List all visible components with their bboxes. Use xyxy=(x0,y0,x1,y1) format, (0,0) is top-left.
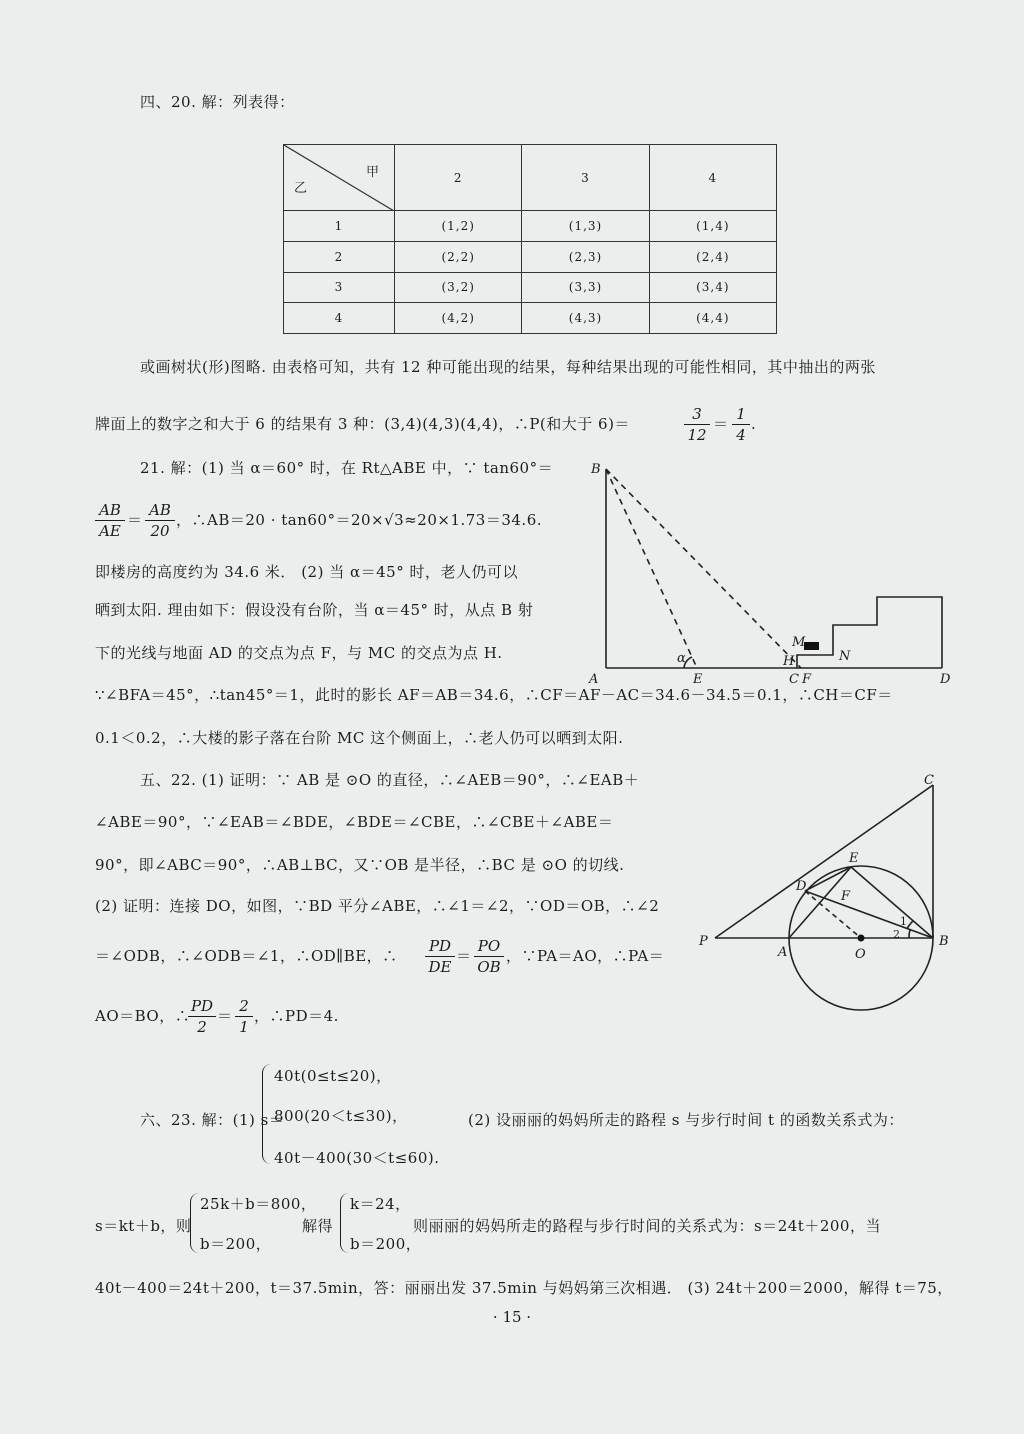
corner-label-jia: 甲 xyxy=(365,165,380,180)
q22-line6b: ，∴PD＝4. xyxy=(254,1007,339,1025)
q22-line2: ∠ABE＝90°，∵∠EAB＝∠BDE，∠BDE＝∠CBE，∴∠CBE＋∠ABE＝ xyxy=(95,813,614,831)
q22-fraction-2-1: $\frac{2}{1}$ xyxy=(235,996,253,1037)
label-B: B xyxy=(591,462,601,477)
col-header: 3 xyxy=(522,145,649,211)
label-angle-2: 2 xyxy=(893,928,900,941)
col-header: 2 xyxy=(395,145,522,211)
equals-sign: ＝ xyxy=(456,947,472,965)
label-A: A xyxy=(589,672,599,685)
system-brace-2 xyxy=(340,1193,349,1253)
label-A: A xyxy=(778,945,788,960)
piecewise-brace xyxy=(262,1064,271,1164)
label-E: E xyxy=(849,851,859,866)
table-cell: (1,3) xyxy=(522,211,649,242)
label-H: H xyxy=(783,654,795,669)
q21-fraction-ab-20: $\frac{AB}{20}$ xyxy=(145,500,175,541)
table-cell: (3,4) xyxy=(649,272,776,303)
light-ray-45 xyxy=(606,469,801,668)
line-DB xyxy=(805,891,933,938)
corner-label-yi: 乙 xyxy=(294,181,309,196)
label-F: F xyxy=(841,889,851,904)
table-cell: (3,3) xyxy=(522,272,649,303)
table-row xyxy=(284,241,777,272)
steps-outline xyxy=(797,597,942,668)
table-cell: (4,2) xyxy=(395,303,522,334)
system-brace-1 xyxy=(190,1193,199,1253)
q20-text-line2: 牌面上的数字之和大于 6 的结果有 3 种：(3,4)(4,3)(4,4)，∴P(和大于 6)＝ xyxy=(95,415,630,433)
row-label: 2 xyxy=(284,241,395,272)
table-cell: (1,4) xyxy=(649,211,776,242)
q21-line6: ∵∠BFA＝45°，∴tan45°＝1，此时的影长 AF＝AB＝34.6，∴CF＝AF－AC＝34.6－34.5＝0.1，∴CH＝CF＝ xyxy=(95,686,893,704)
label-E: E xyxy=(693,672,703,685)
system-tail: 则丽丽的妈妈所走的路程与步行时间的关系式为：s＝24t＋200，当 xyxy=(413,1217,881,1235)
q23-last-line: 40t－400＝24t＋200，t＝37.5min，答：丽丽出发 37.5min 与妈妈第三次相遇． (3) 24t＋200＝2000，解得 t＝75， xyxy=(95,1279,953,1297)
q22-fraction-pd-de: $\frac{PD}{DE}$ xyxy=(425,936,455,977)
q22-line5b: ，∵PA＝AO，∴PA＝ xyxy=(506,947,665,965)
q21-line5: 下的光线与地面 AD 的交点为点 F，与 MC 的交点为点 H. xyxy=(95,644,503,662)
q21-line7: 0.1＜0.2，∴大楼的影子落在台阶 MC 这个侧面上，∴老人仍可以晒到太阳. xyxy=(95,729,624,747)
label-D: D xyxy=(796,879,807,894)
line-DO xyxy=(805,891,861,938)
table-row xyxy=(284,211,777,242)
label-M: M xyxy=(792,635,806,650)
piecewise-case1: 40t(0≤t≤20)， xyxy=(274,1067,392,1085)
system-head: s＝kt＋b，则 xyxy=(95,1217,192,1235)
period: . xyxy=(751,415,757,433)
table-cell: (2,2) xyxy=(395,241,522,272)
col-header: 4 xyxy=(649,145,776,211)
angle-1-arc xyxy=(907,921,913,929)
q20-text-line1: 或画树状(形)图略. 由表格可知，共有 12 种可能出现的结果，每种结果出现的可能性相同，其中抽出的两张 xyxy=(140,358,876,376)
equals-sign: ＝ xyxy=(217,1007,233,1025)
light-ray-60 xyxy=(606,469,697,668)
q21-line3: 即楼房的高度约为 34.6 米． (2) 当 α＝45° 时，老人仍可以 xyxy=(95,563,518,581)
system1-eq1: 25k＋b＝800， xyxy=(200,1195,317,1213)
label-D: D xyxy=(940,672,951,685)
piecewise-case2: 800(20＜t≤30)， xyxy=(274,1107,408,1125)
solve-label: 解得 xyxy=(302,1217,334,1235)
system2-eq1: k＝24， xyxy=(350,1195,411,1213)
q22-fraction-po-ob: $\frac{PO}{OB}$ xyxy=(474,936,504,977)
system1-eq2: b＝200， xyxy=(200,1235,272,1253)
outcome-table xyxy=(283,144,777,334)
q22-line5a: ＝∠ODB，∴∠ODB＝∠1，∴OD∥BE，∴ xyxy=(95,947,398,965)
label-C: C xyxy=(789,672,799,685)
label-C: C xyxy=(924,773,934,788)
q22-line3: 90°，即∠ABC＝90°，∴AB⊥BC，又∵OB 是半径，∴BC 是 ⊙O 的切线. xyxy=(95,856,625,874)
label-O: O xyxy=(855,947,866,962)
table-row xyxy=(284,272,777,303)
q22-fraction-pd-2: $\frac{PD}{2}$ xyxy=(188,996,216,1037)
q21-line4: 晒到太阳. 理由如下：假设没有台阶，当 α＝45° 时，从点 B 射 xyxy=(95,601,534,619)
label-F: F xyxy=(802,672,812,685)
old-man-mark xyxy=(804,642,819,650)
label-alpha: α xyxy=(677,651,686,666)
q21-building-figure xyxy=(585,455,965,685)
q22-line1: 五、22. (1) 证明：∵ AB 是 ⊙O 的直径，∴∠AEB＝90°，∴∠EAB＋ xyxy=(140,771,640,789)
center-dot xyxy=(858,935,865,942)
label-N: N xyxy=(839,649,851,664)
page-number: · 15 · xyxy=(492,1308,532,1326)
q22-line4: (2) 证明：连接 DO，如图，∵BD 平分∠ABE，∴∠1＝∠2，∵OD＝OB，∴∠2 xyxy=(95,897,660,915)
row-label: 4 xyxy=(284,303,395,334)
q20-fraction-1-4: $\frac{1}{4}$ xyxy=(732,404,750,445)
q20-fraction-3-12: $\frac{3}{12}$ xyxy=(684,404,710,445)
equals-sign: ＝ xyxy=(713,415,729,433)
q21-line1: 21. 解：(1) 当 α＝60° 时，在 Rt△ABE 中，∵ tan60°＝ xyxy=(140,459,554,477)
q23-part2: (2) 设丽丽的妈妈所走的路程 s 与步行时间 t 的函数关系式为： xyxy=(468,1111,904,1129)
table-cell: (3,2) xyxy=(395,272,522,303)
equals-sign: ＝ xyxy=(127,511,143,529)
table-cell: (1,2) xyxy=(395,211,522,242)
table-cell: (2,4) xyxy=(649,241,776,272)
row-label: 1 xyxy=(284,211,395,242)
q22-circle-figure xyxy=(695,770,965,1030)
label-P: P xyxy=(699,934,708,949)
q20-heading: 四、20. 解：列表得： xyxy=(140,93,295,111)
q21-fraction-ab-ae: $\frac{AB}{AE}$ xyxy=(95,500,125,541)
line-EB xyxy=(851,867,933,938)
label-B: B xyxy=(939,934,949,949)
row-label: 3 xyxy=(284,272,395,303)
system2-eq2: b＝200， xyxy=(350,1235,422,1253)
q21-line2: ，∴AB＝20 · tan60°＝20×√3≈20×1.73＝34.6. xyxy=(176,511,543,529)
q23-head: 六、23. 解：(1) s＝ xyxy=(140,1111,285,1129)
table-row xyxy=(284,303,777,334)
angle-2-arc xyxy=(909,930,910,938)
label-angle-1: 1 xyxy=(900,915,907,928)
table-corner-cell xyxy=(284,145,395,211)
table-cell: (4,3) xyxy=(522,303,649,334)
table-cell: (4,4) xyxy=(649,303,776,334)
piecewise-case3: 40t－400(30＜t≤60). xyxy=(274,1149,440,1167)
table-cell: (2,3) xyxy=(522,241,649,272)
q22-line6a: AO＝BO，∴ xyxy=(95,1007,191,1025)
